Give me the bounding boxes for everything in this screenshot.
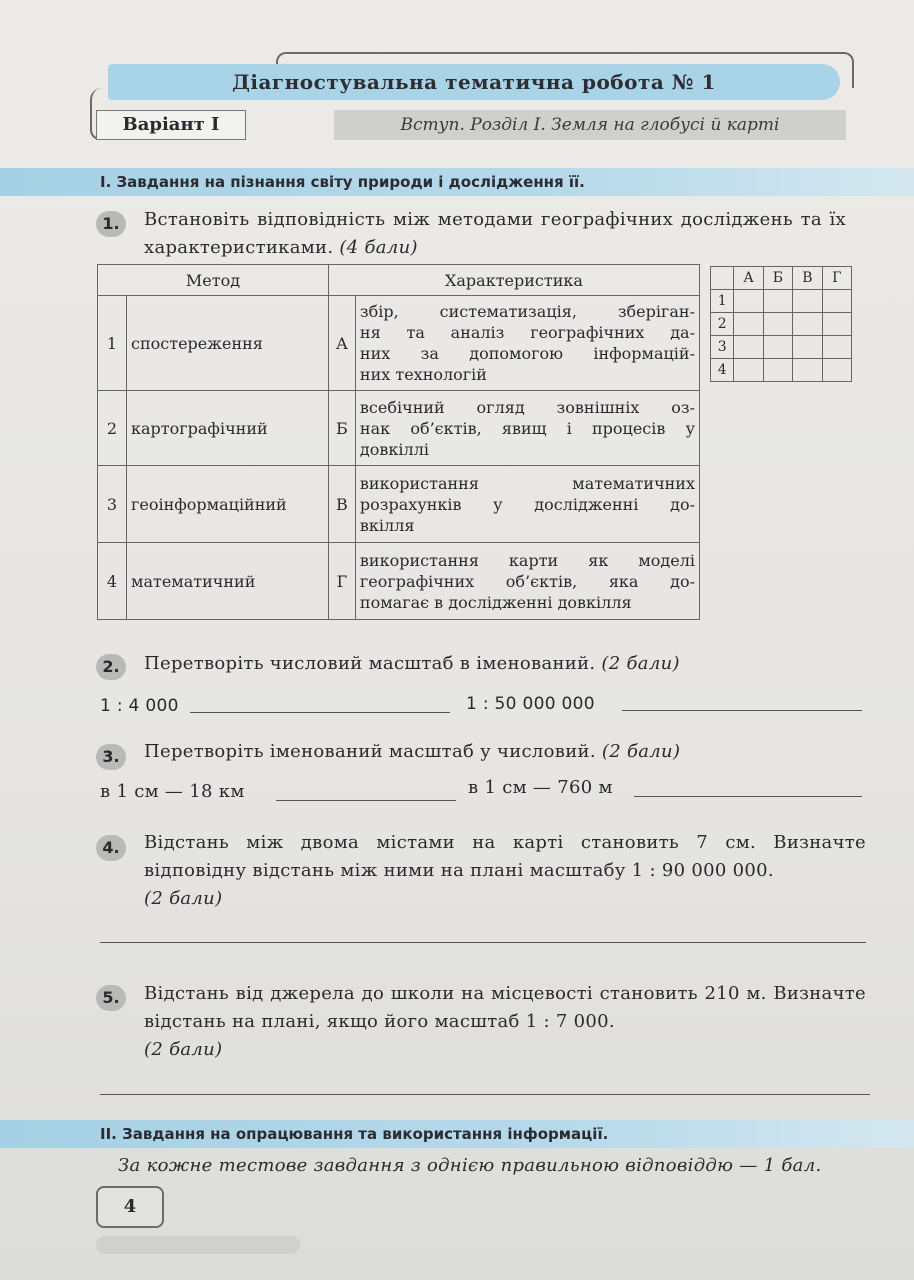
task-2-question: Перетворіть числовий масштаб в іменований. — [144, 653, 596, 674]
answer-row-label: 2 — [711, 313, 734, 336]
matching-table — [97, 264, 700, 620]
answer-cell[interactable] — [734, 336, 763, 359]
answer-grid-row — [711, 290, 852, 313]
task-2-number: 2. — [96, 654, 126, 680]
task-4-text — [144, 829, 866, 913]
answer-col-v: В — [793, 267, 822, 290]
table-row — [98, 543, 700, 620]
task-3-number: 3. — [96, 744, 126, 770]
answer-cell[interactable] — [763, 359, 792, 382]
row-number: 3 — [98, 466, 127, 543]
task-3-points: (2 бали) — [601, 741, 681, 762]
answer-row-label: 4 — [711, 359, 734, 382]
task-2-answer-a-line[interactable] — [190, 712, 450, 713]
char-line: них технологій — [359, 365, 487, 385]
characteristic-letter: Г — [328, 543, 355, 620]
answer-cell[interactable] — [763, 290, 792, 313]
answer-cell[interactable] — [734, 313, 763, 336]
task-5-answer-line[interactable] — [100, 1094, 870, 1095]
answer-grid-row — [711, 313, 852, 336]
characteristic-text — [355, 543, 699, 620]
characteristic-text — [355, 391, 699, 466]
task-5-points: (2 бали) — [144, 1039, 223, 1060]
char-line: вкілля — [359, 515, 415, 535]
answer-cell[interactable] — [734, 359, 763, 382]
task-1-points: (4 бали) — [339, 237, 418, 258]
table-header-row — [98, 265, 700, 296]
section-1-title: І. Завдання на пізнання світу природи і дослідження її. — [100, 173, 585, 191]
task-3-text — [144, 738, 846, 766]
task-5-number: 5. — [96, 985, 126, 1011]
task-3-answer-a-line[interactable] — [276, 800, 456, 801]
answer-col-g: Г — [822, 267, 851, 290]
row-number: 4 — [98, 543, 127, 620]
task-4-points: (2 бали) — [144, 888, 223, 909]
answer-cell[interactable] — [822, 359, 851, 382]
task-3-scale-a: в 1 см — 18 км — [100, 781, 245, 802]
column-method: Метод — [98, 265, 329, 296]
task-2-scale-b: 1 : 50 000 000 — [466, 694, 595, 714]
char-line: збір, систематизація, зберіган- — [359, 302, 695, 322]
answer-cell[interactable] — [734, 290, 763, 313]
characteristic-text — [355, 296, 699, 391]
topic-subtitle: Вступ. Розділ І. Земля на глобусі й карті — [400, 115, 780, 135]
task-3-scale-b: в 1 см — 760 м — [468, 777, 613, 798]
answer-cell[interactable] — [793, 313, 822, 336]
answer-grid-row — [711, 336, 852, 359]
task-4-answer-line[interactable] — [100, 942, 866, 943]
task-1-text — [144, 206, 846, 262]
task-4-number: 4. — [96, 835, 126, 861]
page-number: 4 — [123, 1196, 137, 1217]
row-number: 1 — [98, 296, 127, 391]
char-line: всебічний огляд зовнішніх оз- — [359, 397, 695, 417]
char-line: помагає в дослідженні довкілля — [359, 592, 632, 612]
char-line: ня та аналіз географічних да- — [359, 323, 695, 343]
column-characteristic: Характеристика — [328, 265, 699, 296]
answer-grid-header — [711, 267, 852, 290]
method-name: математичний — [127, 543, 329, 620]
characteristic-letter: В — [328, 466, 355, 543]
answer-row-label: 1 — [711, 290, 734, 313]
characteristic-letter: Б — [328, 391, 355, 466]
answer-row-label: 3 — [711, 336, 734, 359]
task-5-question: Відстань від джерела до школи на місцевості становить 210 м. Визначте відстань на плані, якщо його масштаб 1 : 7 000. — [144, 983, 866, 1032]
task-5-text — [144, 980, 866, 1064]
characteristic-text — [355, 466, 699, 543]
table-row — [98, 466, 700, 543]
variant-label: Варіант І — [96, 110, 246, 140]
char-line: використання карти як моделі — [359, 550, 695, 570]
table-row — [98, 296, 700, 391]
answer-cell[interactable] — [793, 290, 822, 313]
method-name: картографічний — [127, 391, 329, 466]
answer-col-a: А — [734, 267, 763, 290]
answer-grid-corner — [711, 267, 734, 290]
task-4-question: Відстань між двома містами на карті становить 7 см. Визначте відповідну відстань між ними на плані масштабу 1 : 90 000 000. — [144, 832, 866, 881]
char-line: розрахунків у дослідженні до- — [359, 494, 695, 514]
method-name: спостереження — [127, 296, 329, 391]
char-line: нак об’єктів, явищ і процесів у — [359, 418, 695, 438]
footer-bar — [96, 1236, 300, 1254]
task-3-question: Перетворіть іменований масштаб у числовий. — [144, 741, 596, 762]
task-2-answer-b-line[interactable] — [622, 710, 862, 711]
method-name: геоінформаційний — [127, 466, 329, 543]
char-line: географічних об’єктів, яка до- — [359, 571, 695, 591]
task-2-text — [144, 650, 846, 678]
task-3-answer-b-line[interactable] — [634, 796, 862, 797]
answer-cell[interactable] — [822, 336, 851, 359]
answer-cell[interactable] — [822, 290, 851, 313]
characteristic-letter: А — [328, 296, 355, 391]
section-2-note: За кожне тестове завдання з однією правильною відповіддю — 1 бал. — [118, 1155, 822, 1176]
answer-cell[interactable] — [763, 313, 792, 336]
answer-col-b: Б — [763, 267, 792, 290]
answer-cell[interactable] — [793, 359, 822, 382]
page-title: Діагностувальна тематична робота № 1 — [232, 70, 716, 94]
answer-cell[interactable] — [763, 336, 792, 359]
task-2-points: (2 бали) — [601, 653, 680, 674]
answer-grid — [710, 266, 852, 382]
row-number: 2 — [98, 391, 127, 466]
answer-grid-row — [711, 359, 852, 382]
task-2-scale-a: 1 : 4 000 — [100, 696, 179, 716]
table-row — [98, 391, 700, 466]
char-line: довкіллі — [359, 439, 429, 459]
char-line: використання математичних — [359, 473, 695, 493]
task-1-number: 1. — [96, 211, 126, 237]
section-2-title: ІІ. Завдання на опрацювання та використання інформації. — [100, 1125, 609, 1143]
task-1-question: Встановіть відповідність між методами географічних досліджень та їх характеристиками. — [144, 209, 846, 258]
answer-cell[interactable] — [793, 336, 822, 359]
char-line: них за допомогою інформацій- — [359, 344, 695, 364]
answer-cell[interactable] — [822, 313, 851, 336]
